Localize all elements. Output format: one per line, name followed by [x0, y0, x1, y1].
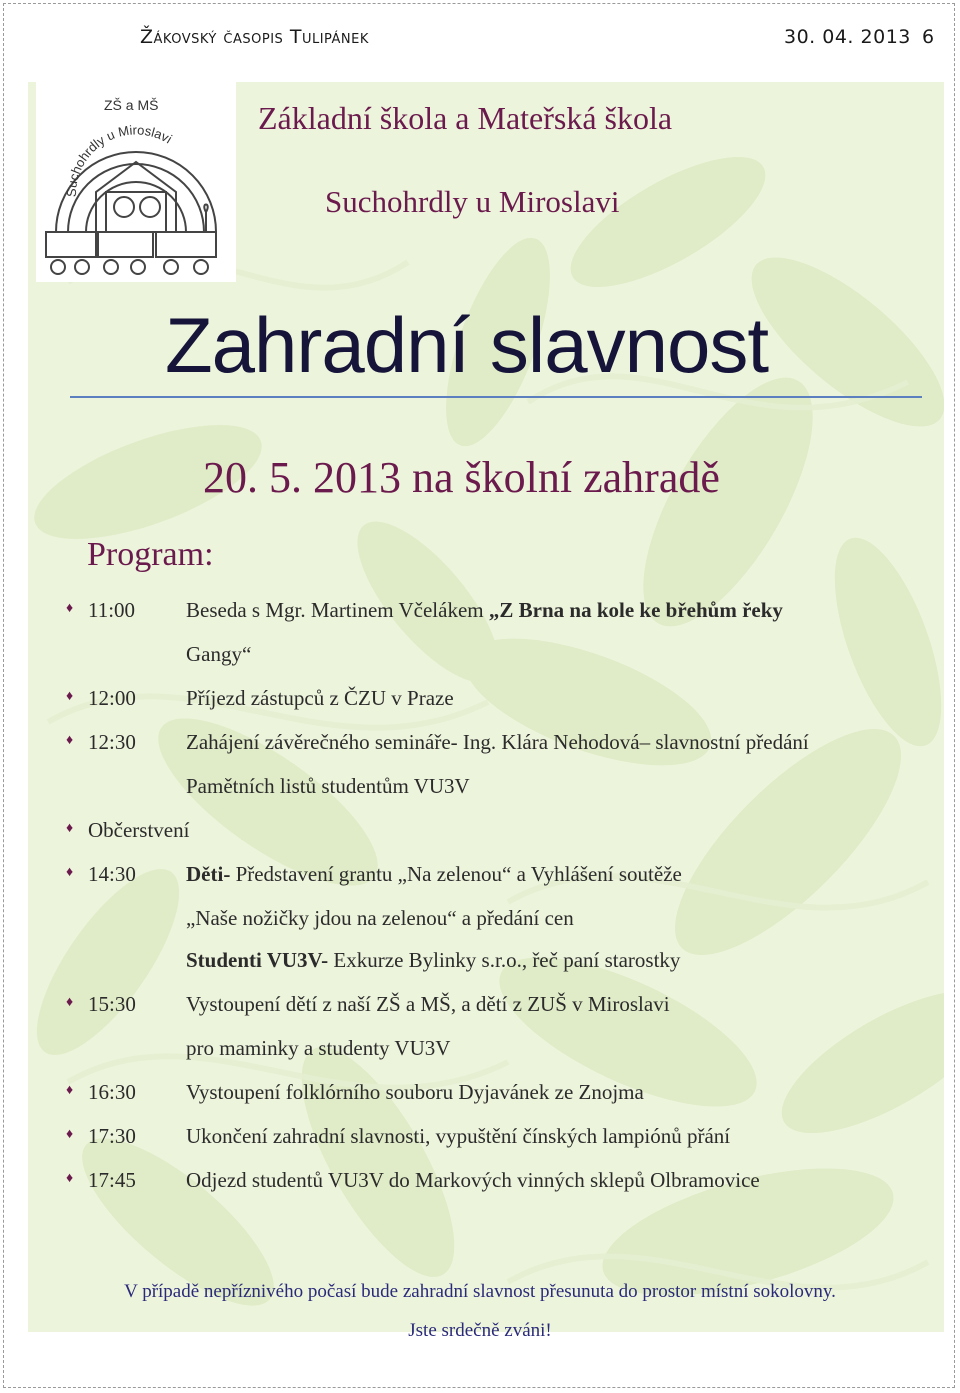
logo-graphic [36, 82, 236, 282]
program-desc: Beseda s Mgr. Martinem Včelákem „Z Brna na kole ke břehům řeky [186, 598, 783, 622]
diamond-bullet-icon: ♦ [66, 821, 74, 836]
program-heading: Program: [87, 536, 214, 573]
program-desc: Ukončení zahradní slavnosti, vypuštění čínských lampiónů přání [186, 1124, 731, 1148]
diamond-bullet-icon: ♦ [66, 1083, 74, 1098]
program-desc: Vystoupení dětí z naší ZŠ a MŠ, a dětí z ZUŠ v Miroslavi [186, 992, 670, 1016]
program-refreshment: Občerstvení [88, 818, 190, 842]
program-time: 14:30 [88, 862, 136, 886]
school-name-line1: Základní škola a Mateřská škola [258, 100, 673, 136]
magazine-name: Žákovský časopis Tulipánek [140, 26, 369, 48]
page-number: 6 [922, 26, 935, 48]
program-time: 17:45 [88, 1168, 136, 1192]
diamond-bullet-icon: ♦ [66, 689, 74, 704]
program-desc: Vystoupení folklórního souboru Dyjavánek ze Znojma [186, 1080, 644, 1104]
program-time: 12:30 [88, 730, 136, 754]
issue-date: 30. 04. 2013 [784, 26, 911, 48]
program-desc: „Naše nožičky jdou na zelenou“ a předání cen [186, 906, 574, 930]
program-desc: pro maminky a studenty VU3V [186, 1036, 451, 1060]
program-time: 16:30 [88, 1080, 136, 1104]
diamond-bullet-icon: ♦ [66, 995, 74, 1010]
program-time: 12:00 [88, 686, 136, 710]
school-name-line2: Suchohrdly u Miroslavi [325, 184, 620, 219]
program-time: 17:30 [88, 1124, 136, 1148]
program-desc: Pamětních listů studentům VU3V [186, 774, 470, 798]
program-desc: Studenti VU3V- Exkurze Bylinky s.r.o., řeč paní starostky [186, 948, 681, 972]
event-date-subtitle: 20. 5. 2013 na školní zahradě [203, 453, 720, 502]
school-logo [36, 82, 236, 282]
program-time: 11:00 [88, 598, 136, 622]
program-desc: Příjezd zástupců z ČZU v Praze [186, 686, 454, 710]
page-title: Zahradní slavnost [165, 301, 769, 389]
program-desc: Zahájení závěrečného semináře- Ing. Klára Nehodová– slavnostní předání [186, 730, 809, 754]
diamond-bullet-icon: ♦ [66, 1171, 74, 1186]
page-header [0, 20, 960, 60]
diamond-bullet-icon: ♦ [66, 1127, 74, 1142]
diamond-bullet-icon: ♦ [66, 733, 74, 748]
program-desc: Odjezd studentů VU3V do Markových vinných sklepů Olbramovice [186, 1168, 760, 1192]
footer-notice: V případě nepříznivého počasí bude zahradní slavnost přesunuta do prostor místní sokolovny. [124, 1281, 836, 1302]
logo-text-arc: Suchohrdly u Miroslavi [63, 122, 175, 198]
logo-text-top: ZŠ a MŠ [104, 97, 159, 113]
diamond-bullet-icon: ♦ [66, 601, 74, 616]
footer-invitation: Jste srdečně zváni! [408, 1320, 552, 1341]
program-desc: Děti- Představení grantu „Na zelenou“ a Vyhlášení soutěže [186, 862, 682, 886]
diamond-bullet-icon: ♦ [66, 865, 74, 880]
program-desc: Gangy“ [186, 642, 252, 666]
program-time: 15:30 [88, 992, 136, 1016]
title-underline [70, 396, 922, 398]
